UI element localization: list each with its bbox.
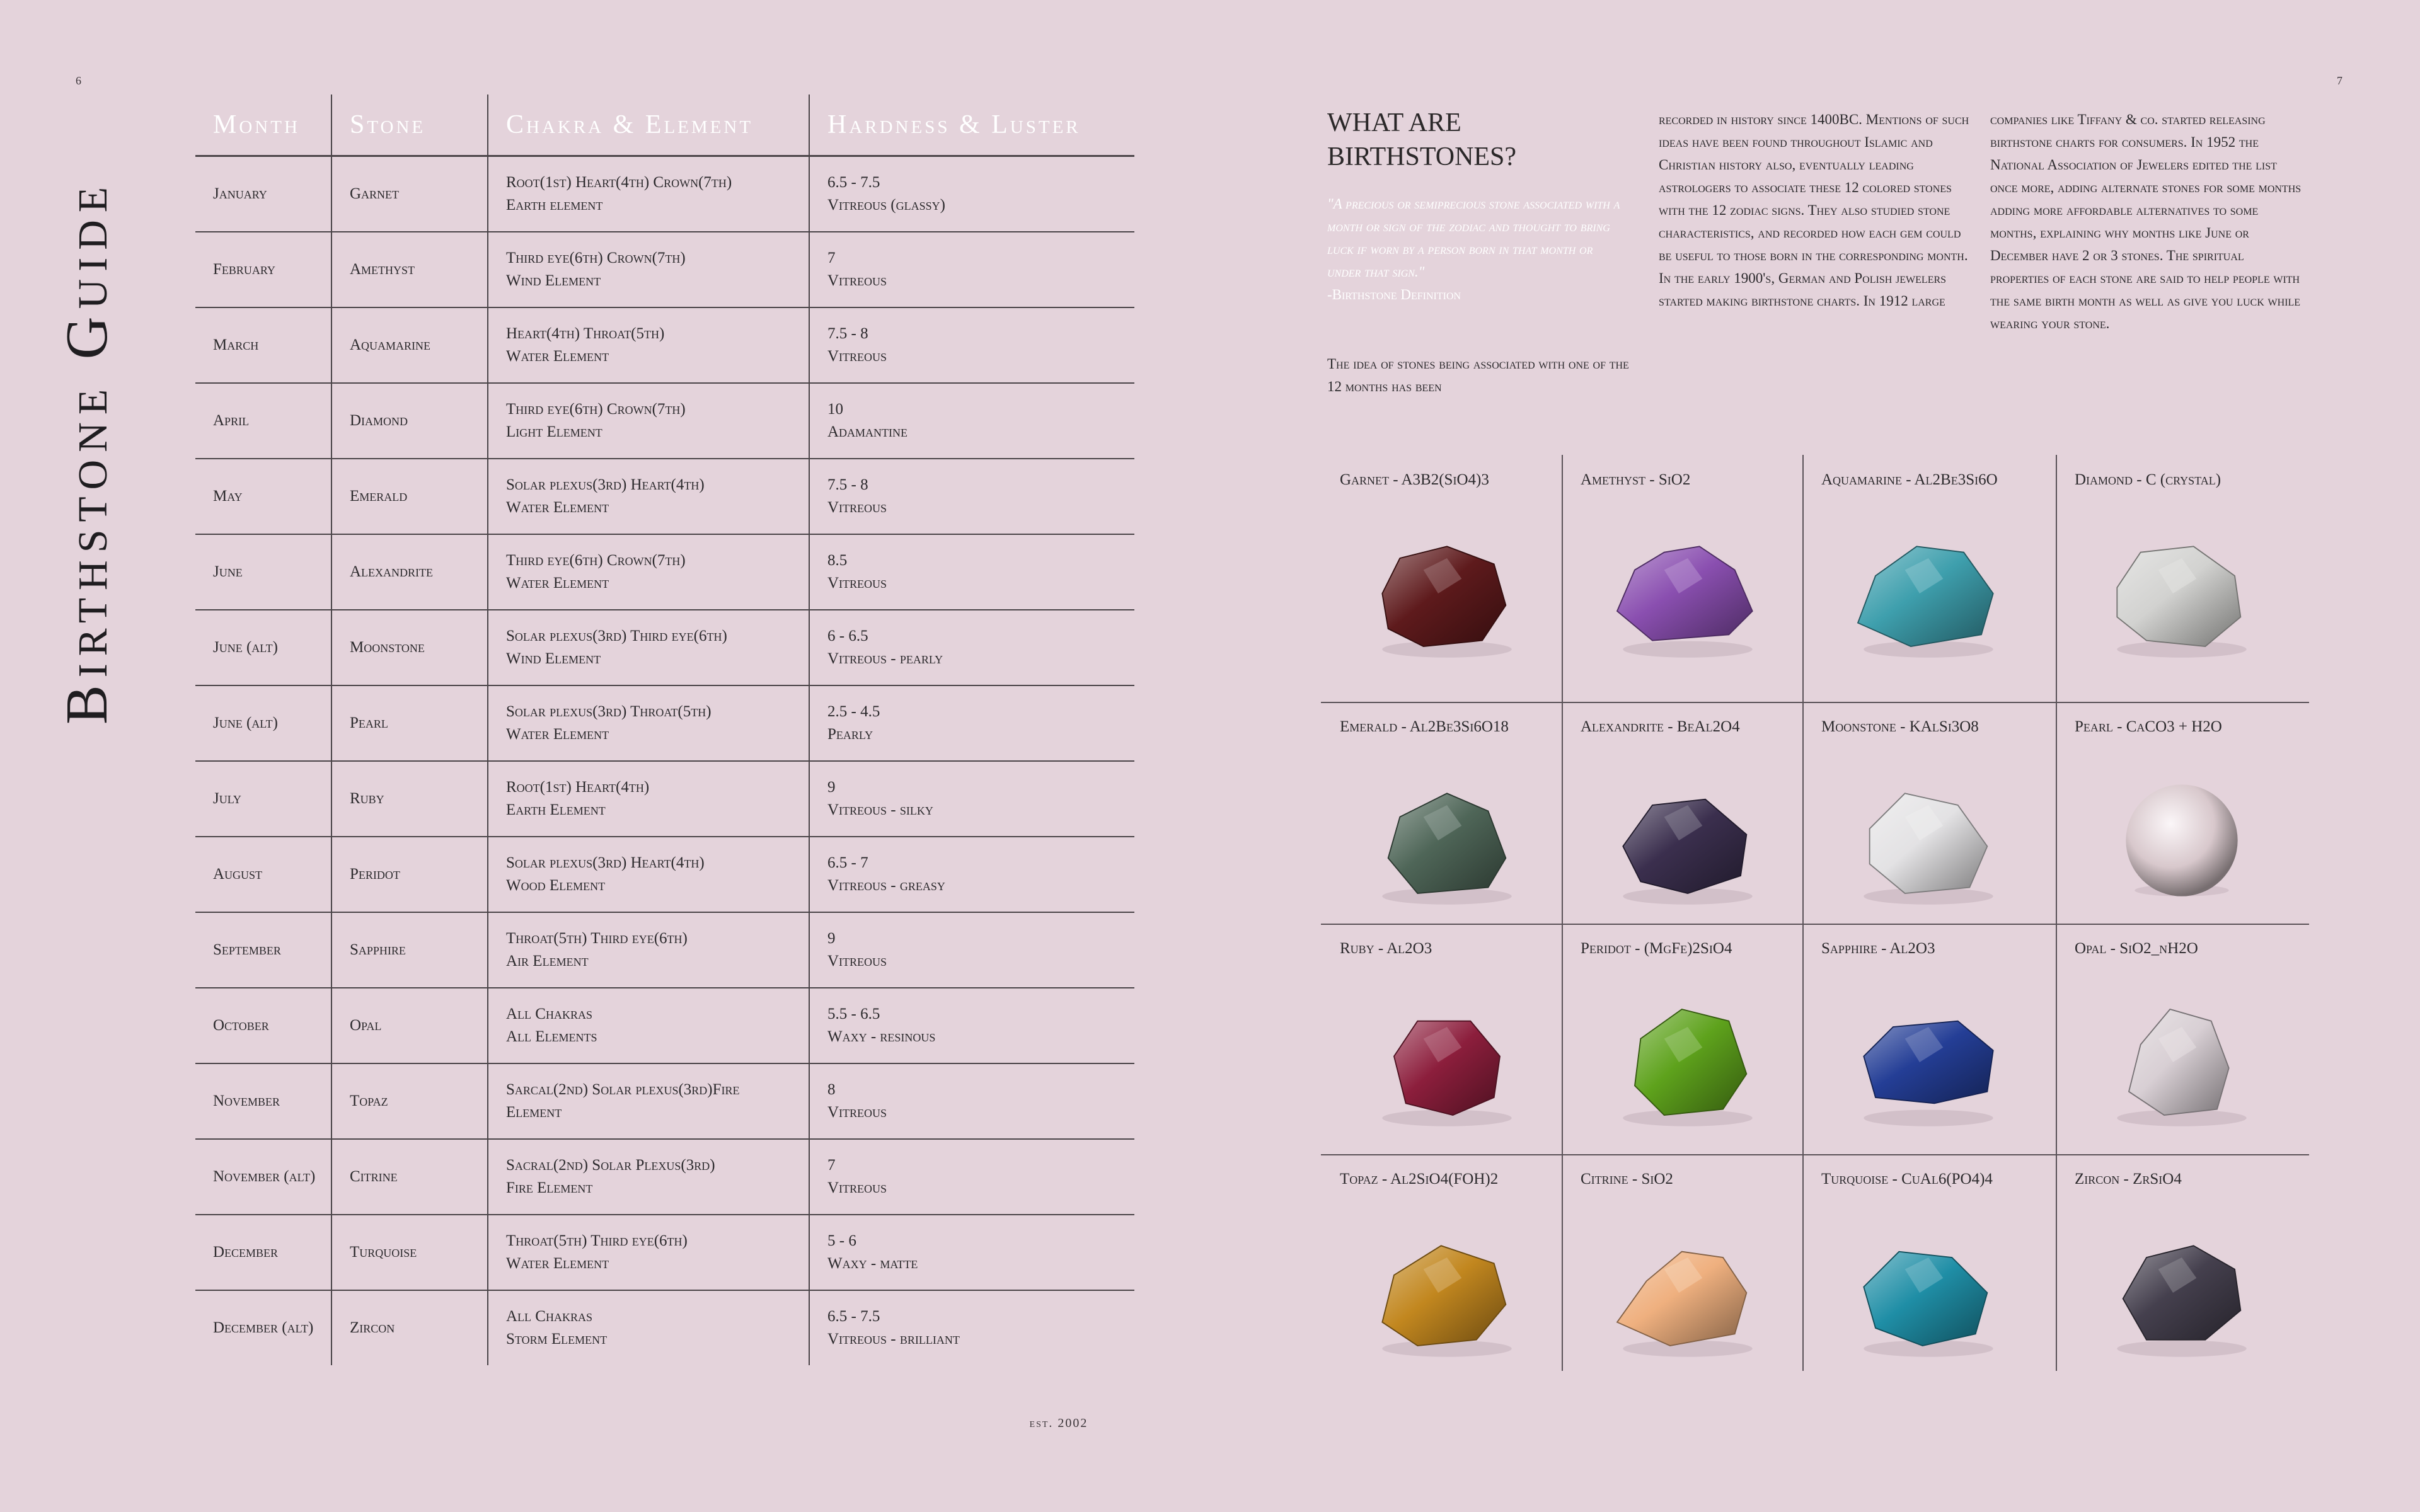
cell-stone: Sapphire: [331, 912, 488, 988]
header-month: Month: [195, 94, 331, 156]
cell-chakra-element: Sarcal(2nd) Solar plexus(3rd)Fire Element: [488, 1063, 809, 1139]
cell-month: July: [195, 761, 331, 837]
cell-stone: Diamond: [331, 383, 488, 459]
gem-sapphire-icon: [1840, 987, 2017, 1138]
cell-chakra-element: Solar plexus(3rd) Third eye(6th) Wind Element: [488, 610, 809, 685]
cell-chakra-element: Heart(4th) Throat(5th) Water Element: [488, 307, 809, 383]
stone-cell: [2056, 924, 2309, 1154]
stone-cell: [1321, 1154, 1562, 1371]
table-row: [195, 1215, 1134, 1290]
cell-chakra-element: Sacral(2nd) Solar Plexus(3rd) Fire Element: [488, 1139, 809, 1215]
cell-hardness-luster: 9 Vitreous - silky: [809, 761, 1134, 837]
side-title: Birthstone Guide: [54, 179, 120, 724]
cell-hardness-luster: 6.5 - 7 Vitreous - greasy: [809, 837, 1134, 912]
cell-stone: Topaz: [331, 1063, 488, 1139]
gem-alexandrite-icon: [1599, 765, 1776, 916]
stone-label: Garnet - A3B2(SiO4)3: [1340, 471, 1489, 488]
cell-hardness-luster: 8 Vitreous: [809, 1063, 1134, 1139]
cell-month: October: [195, 988, 331, 1063]
stone-label: Peridot - (MgFe)2SiO4: [1581, 940, 1732, 957]
cell-hardness-luster: 7 Vitreous: [809, 1139, 1134, 1215]
gem-aquamarine-icon: [1840, 518, 2017, 669]
stone-cell: [1562, 924, 1802, 1154]
cell-hardness-luster: 8.5 Vitreous: [809, 534, 1134, 610]
stone-grid: [1321, 455, 2309, 1371]
stone-label: Diamond - C (crystal): [2075, 471, 2221, 488]
table-row: [195, 534, 1134, 610]
stone-label: Zircon - ZrSiO4: [2075, 1171, 2182, 1188]
cell-stone: Amethyst: [331, 232, 488, 307]
cell-stone: Alexandrite: [331, 534, 488, 610]
intro-column-1: The idea of stones being associated with one of the 12 months has been: [1327, 356, 1629, 394]
stone-label: Moonstone - KAlSi3O8: [1821, 718, 1979, 735]
cell-month: February: [195, 232, 331, 307]
cell-stone: Turquoise: [331, 1215, 488, 1290]
page-number-right: 7: [2337, 74, 2342, 87]
table-row: [195, 307, 1134, 383]
intro-title: WHAT ARE BIRTHSTONES?: [1327, 108, 1517, 171]
table-row: [195, 156, 1134, 232]
intro-column-3: companies like Tiffany & co. started releasing birthstone charts for consumers. In 1952 the National Association of Jewelers edited the list once more, adding alternate stones for some months adding more affordable alternatives to some months, explaining why months like June or December have 2 or 3 stones. The spiritual properties of each stone are said to help people with the same birth month as well as give you luck while wearing your stone.: [1990, 112, 2302, 331]
cell-chakra-element: All Chakras All Elements: [488, 988, 809, 1063]
cell-stone: Zircon: [331, 1290, 488, 1365]
cell-month: June (alt): [195, 685, 331, 761]
gem-turquoise-icon: [1840, 1217, 2017, 1368]
cell-stone: Emerald: [331, 459, 488, 534]
table-row: [195, 685, 1134, 761]
cell-stone: Moonstone: [331, 610, 488, 685]
table-row: [195, 761, 1134, 837]
stone-cell: [1562, 455, 1802, 702]
quote-source: -Birthstone Definition: [1327, 287, 1461, 302]
grid-divider-horizontal: [1321, 924, 2309, 925]
gem-emerald-icon: [1359, 765, 1535, 916]
table-row: [195, 459, 1134, 534]
table-row: [195, 1063, 1134, 1139]
cell-chakra-element: Third eye(6th) Crown(7th) Wind Element: [488, 232, 809, 307]
cell-month: November: [195, 1063, 331, 1139]
cell-month: June (alt): [195, 610, 331, 685]
stone-cell: [1321, 702, 1562, 924]
table-row: [195, 1290, 1134, 1365]
stone-cell: [1562, 1154, 1802, 1371]
cell-month: November (alt): [195, 1139, 331, 1215]
stone-label: Aquamarine - Al2Be3Si6O: [1821, 471, 1998, 488]
stone-cell: [1802, 924, 2056, 1154]
cell-chakra-element: Solar plexus(3rd) Throat(5th) Water Element: [488, 685, 809, 761]
stone-label: Topaz - Al2SiO4(FOH)2: [1340, 1171, 1499, 1188]
gem-moonstone-icon: [1840, 765, 2017, 916]
stone-label: Ruby - Al2O3: [1340, 940, 1432, 957]
gem-citrine-icon: [1599, 1217, 1776, 1368]
cell-chakra-element: Third eye(6th) Crown(7th) Water Element: [488, 534, 809, 610]
grid-divider-horizontal: [1321, 702, 2309, 703]
cell-hardness-luster: 7.5 - 8 Vitreous: [809, 307, 1134, 383]
stone-cell: [2056, 1154, 2309, 1371]
header-stone: Stone: [331, 94, 488, 156]
gem-garnet-icon: [1359, 518, 1535, 669]
table-row: [195, 383, 1134, 459]
stone-cell: [2056, 702, 2309, 924]
grid-divider-vertical: [1562, 455, 1563, 1371]
stone-label: Citrine - SiO2: [1581, 1171, 1673, 1188]
grid-divider-vertical: [2056, 455, 2057, 1371]
birthstone-table: [195, 94, 1134, 1365]
stone-cell: [1321, 924, 1562, 1154]
cell-month: December (alt): [213, 1319, 314, 1336]
cell-hardness-luster: 10 Adamantine: [809, 383, 1134, 459]
cell-month: December: [195, 1215, 331, 1290]
stone-cell: [1562, 702, 1802, 924]
cell-stone: Opal: [331, 988, 488, 1063]
stone-label: Opal - SiO2_nH2O: [2075, 940, 2198, 957]
table-row: [195, 232, 1134, 307]
table-row: [195, 837, 1134, 912]
stone-label: Emerald - Al2Be3Si6O18: [1340, 718, 1509, 735]
cell-month: March: [195, 307, 331, 383]
cell-month: April: [195, 383, 331, 459]
table-header-row: [195, 94, 1134, 156]
grid-divider-vertical: [1802, 455, 1804, 1371]
gem-zircon-icon: [2094, 1217, 2270, 1368]
cell-chakra-element: Root(1st) Heart(4th) Crown(7th) Earth element: [488, 156, 809, 232]
cell-hardness-luster: 9 Vitreous: [809, 912, 1134, 988]
footer-est: est. 2002: [1029, 1416, 1088, 1430]
grid-divider-horizontal: [1321, 1154, 2309, 1155]
gem-diamond-icon: [2094, 518, 2270, 669]
stone-label: Pearl - CaCO3 + H2O: [2075, 718, 2222, 735]
gem-topaz-icon: [1359, 1217, 1535, 1368]
cell-chakra-element: Throat(5th) Third eye(6th) Air Element: [488, 912, 809, 988]
gem-peridot-icon: [1599, 987, 1776, 1138]
header-hardness-luster: Hardness & Luster: [809, 94, 1134, 156]
cell-stone: Garnet: [331, 156, 488, 232]
page-number-left: 6: [76, 74, 81, 87]
cell-month: September: [195, 912, 331, 988]
intro-column-2: recorded in history since 1400BC. Mentions of such ideas have been found throughout Islamic and Christian history also, eventually leading astrologers to associate these 12 colored stones with the 12 zodiac signs. They also studied stone characteristics, and recorded how each gem could be useful to those born in the corresponding month. In the early 1900's, German and Polish jewelers started making birthstone charts. In 1912 large: [1659, 112, 1969, 309]
cell-month: May: [195, 459, 331, 534]
table-row: [195, 988, 1134, 1063]
gem-pearl-icon: [2094, 765, 2270, 916]
gem-ruby-icon: [1359, 987, 1535, 1138]
stone-cell: [1802, 1154, 2056, 1371]
stone-cell: [1802, 455, 2056, 702]
cell-chakra-element: Root(1st) Heart(4th) Earth Element: [488, 761, 809, 837]
cell-hardness-luster: 6.5 - 7.5 Vitreous (glassy): [809, 156, 1134, 232]
table-row: [195, 610, 1134, 685]
gem-amethyst-icon: [1599, 518, 1776, 669]
cell-chakra-element: Third eye(6th) Crown(7th) Light Element: [488, 383, 809, 459]
cell-stone: Pearl: [331, 685, 488, 761]
quote-text: "A precious or semiprecious stone associated with a month or sign of the zodiac and thought to bring luck if worn by a person born in that month or under that sign.": [1327, 196, 1620, 280]
stone-label: Amethyst - SiO2: [1581, 471, 1691, 488]
cell-hardness-luster: 5.5 - 6.5 Waxy - resinous: [809, 988, 1134, 1063]
cell-hardness-luster: 7.5 - 8 Vitreous: [809, 459, 1134, 534]
gem-opal-icon: [2094, 987, 2270, 1138]
table-body: [195, 156, 1134, 1366]
stone-cell: [1321, 455, 1562, 702]
table-row: [195, 912, 1134, 988]
stone-cell: [1802, 702, 2056, 924]
cell-month: June: [195, 534, 331, 610]
stone-label: Turquoise - CuAl6(PO4)4: [1821, 1171, 1993, 1188]
cell-chakra-element: Solar plexus(3rd) Heart(4th) Wood Element: [488, 837, 809, 912]
stone-label: Alexandrite - BeAl2O4: [1581, 718, 1740, 735]
cell-chakra-element: Solar plexus(3rd) Heart(4th) Water Element: [488, 459, 809, 534]
cell-stone: Aquamarine: [331, 307, 488, 383]
cell-month: January: [195, 156, 331, 232]
header-chakra-element: Chakra & Element: [488, 94, 809, 156]
cell-hardness-luster: 6.5 - 7.5 Vitreous - brilliant: [809, 1290, 1134, 1365]
intro-quote: [1327, 193, 1630, 306]
cell-hardness-luster: 2.5 - 4.5 Pearly: [809, 685, 1134, 761]
cell-chakra-element: Throat(5th) Third eye(6th) Water Element: [488, 1215, 809, 1290]
cell-stone: Citrine: [331, 1139, 488, 1215]
cell-month: August: [195, 837, 331, 912]
table-row: [195, 1139, 1134, 1215]
cell-hardness-luster: 6 - 6.5 Vitreous - pearly: [809, 610, 1134, 685]
cell-hardness-luster: 5 - 6 Waxy - matte: [809, 1215, 1134, 1290]
cell-chakra-element: All Chakras Storm Element: [488, 1290, 809, 1365]
cell-hardness-luster: 7 Vitreous: [809, 232, 1134, 307]
cell-stone: Ruby: [331, 761, 488, 837]
stone-cell: [2056, 455, 2309, 702]
stone-label: Sapphire - Al2O3: [1821, 940, 1935, 957]
cell-stone: Peridot: [331, 837, 488, 912]
